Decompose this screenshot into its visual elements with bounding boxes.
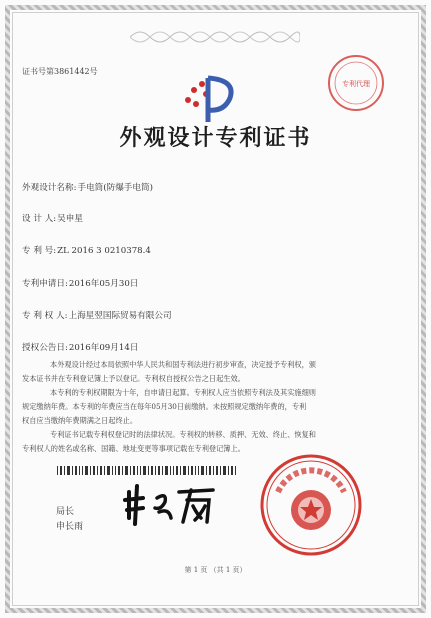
body-line: 规定缴纳年费。本专利的年费应当在每年05月30日前缴纳。未按照规定缴纳年费的，专利	[22, 402, 307, 411]
body-line: 专利权人的姓名或名称、国籍、地址变更等事项记载在专利登记簿上。	[22, 444, 245, 453]
document-title: 外观设计专利证书	[119, 125, 312, 151]
field-patentee: 专 利 权 人:上海星翌国际贸易有限公司	[22, 311, 172, 321]
director-name: 申长雨	[56, 522, 84, 532]
field-application-date: 专利申请日:2016年05月30日	[22, 279, 139, 289]
director-title: 局长	[56, 507, 75, 517]
page-footer: 第 1 页 （共 1 页）	[184, 566, 247, 574]
field-designer: 设 计 人:吴申星	[22, 214, 83, 224]
body-line: 本专利的专利权期限为十年，自申请日起算。专利权人应当依照专利法及其实施细则	[50, 388, 316, 397]
field-patent-number: 专 利 号:ZL 2016 3 0210378.4	[22, 246, 151, 256]
barcode-icon	[57, 466, 237, 475]
official-seal-icon	[258, 452, 364, 558]
body-line: 本外观设计经过本局依照中华人民共和国专利法进行初步审查，决定授予专利权，颁	[50, 360, 316, 369]
body-line: 权自应当缴纳年费期满之日起终止。	[22, 416, 138, 425]
handwritten-signature-icon	[121, 478, 219, 528]
certificate-number: 证书号第3861442号	[22, 67, 98, 76]
guilloche-ornament-icon	[130, 27, 300, 47]
svg-text:专利代理: 专利代理	[342, 80, 370, 88]
field-design-name: 外观设计名称:手电筒(防爆手电筒)	[22, 183, 153, 193]
agency-stamp-icon	[326, 53, 386, 113]
body-line: 发本证书并在专利登记簿上予以登记。专利权自授权公告之日起生效。	[22, 374, 245, 383]
field-grant-date: 授权公告日:2016年09月14日	[22, 343, 139, 353]
body-line: 专利证书记载专利权登记时的法律状况。专利权的转移、质押、无效、终止、恢复和	[50, 430, 316, 439]
